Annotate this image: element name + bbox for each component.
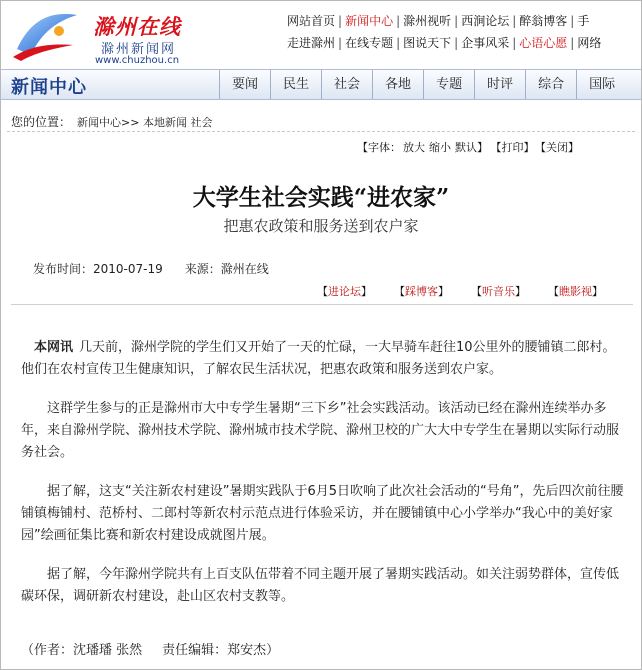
top-nav-mobile[interactable]: 手 xyxy=(577,14,590,28)
article-paragraph: 本网讯 几天前，滁州学院的学生们又开始了一天的忙碌，一大早骑车赶往10公里外的腰铺镇二郎村。他们在农村宣传卫生健康知识，了解农民生活状况，把惠农政策和服务送到农户家。 xyxy=(21,340,616,377)
article-footer xyxy=(21,639,279,658)
top-nav-photos[interactable]: 图说天下 xyxy=(403,36,452,50)
top-nav-enterprise[interactable]: 企事风采 xyxy=(461,36,510,50)
channel-tab-headlines[interactable]: 要闻 xyxy=(219,70,270,99)
channel-tab-topics[interactable]: 专题 xyxy=(423,70,474,99)
channel-title: 新闻中心 xyxy=(11,77,87,98)
top-nav-wishes[interactable]: 心语心愿 xyxy=(519,36,568,50)
site-subtitle: 滁州新闻网 xyxy=(101,42,177,57)
breadcrumb-label: 您的位置： xyxy=(11,115,72,129)
logo-swoosh-icon xyxy=(11,9,83,61)
channel-tab-society[interactable]: 社会 xyxy=(321,70,372,99)
top-nav-row-1: 网站首页 | 新闻中心 | 滁州视听 | 西涧论坛 | 醉翁博客 | 手 xyxy=(287,14,590,28)
link-video[interactable]: 【瞧影视】 xyxy=(548,285,603,298)
breadcrumb xyxy=(11,113,212,130)
top-nav-row-2: 走进滁州 | 在线专题 | 图说天下 | 企事风采 | 心语心愿 | 网络 xyxy=(287,36,602,50)
editor-line: 责任编辑：郑安杰） xyxy=(162,643,280,658)
article-body xyxy=(21,337,627,625)
font-enlarge-link[interactable]: 放大 xyxy=(403,141,425,154)
channel-tab-regions[interactable]: 各地 xyxy=(372,70,423,99)
font-default-link[interactable]: 默认】 xyxy=(455,141,488,154)
site-name: 滁州在线 xyxy=(93,14,181,39)
site-logo[interactable] xyxy=(9,5,199,67)
article-subtitle: 把惠农政策和服务送到农户家 xyxy=(223,217,419,235)
site-header xyxy=(1,1,641,71)
author-line: （作者：沈璠璠 张然 xyxy=(21,643,143,658)
font-size-label: 【字体： xyxy=(357,141,401,154)
top-nav-forum[interactable]: 西涧论坛 xyxy=(461,14,510,28)
site-url: www.chuzhou.cn xyxy=(95,55,180,66)
publish-label: 发布时间： xyxy=(33,262,94,276)
link-blog[interactable]: 【踩博客】 xyxy=(394,285,449,298)
breadcrumb-divider xyxy=(7,131,635,132)
channel-tab-international[interactable]: 国际 xyxy=(576,70,627,99)
font-shrink-link[interactable]: 缩小 xyxy=(429,141,451,154)
top-nav-video[interactable]: 滁州视听 xyxy=(403,14,452,28)
link-music[interactable]: 【听音乐】 xyxy=(471,285,526,298)
top-nav-topics[interactable]: 在线专题 xyxy=(345,36,394,50)
article-tools xyxy=(357,139,579,155)
close-link[interactable]: 【关闭】 xyxy=(540,141,579,154)
channel-tab-commentary[interactable]: 时评 xyxy=(474,70,525,99)
breadcrumb-path[interactable]: 新闻中心>> 本地新闻 社会 xyxy=(77,116,213,129)
lead-source: 本网讯 xyxy=(34,340,74,355)
meta-divider xyxy=(11,304,633,305)
top-nav-news-center[interactable]: 新闻中心 xyxy=(345,14,394,28)
channel-bar xyxy=(1,69,641,100)
channel-nav xyxy=(219,70,627,99)
article-paragraph: 这群学生参与的正是滁州市大中专学生暑期“三下乡”社会实践活动。该活动已经在滁州连续举办多年，来自滁州学院、滁州技术学院、滁州城市技术学院、滁州卫校的广大大中专学生在暑期以实际行动服务社会。 xyxy=(21,401,620,460)
top-nav-home[interactable]: 网站首页 xyxy=(287,14,336,28)
article-meta xyxy=(33,260,269,277)
article-paragraph: 据了解，这支“关注新农村建设”暑期实践队于6月5日吹响了此次社会活动的“号角”，先后四次前往腰铺镇梅铺村、范桥村、二郎村等新农村示范点进行体验采访，并在腰铺镇中心小学举办“我心中的美好家园”绘画征集比赛和新农村建设成就图片展。 xyxy=(21,484,624,543)
channel-tab-general[interactable]: 综合 xyxy=(525,70,576,99)
channel-tab-livelihood[interactable]: 民生 xyxy=(270,70,321,99)
print-link[interactable]: 【打印】 xyxy=(496,141,535,154)
source-value: 滁州在线 xyxy=(220,262,269,276)
top-nav-about-chuzhou[interactable]: 走进滁州 xyxy=(287,36,336,50)
publish-date: 2010-07-19 xyxy=(93,262,163,276)
top-nav-network[interactable]: 网络 xyxy=(577,36,602,50)
article-paragraph: 据了解，今年滁州学院共有上百支队伍带着不同主题开展了暑期实践活动。如关注弱势群体，宣传低碳环保，调研新农村建设，赴山区农村支教等。 xyxy=(21,567,620,604)
top-navigation xyxy=(287,10,642,54)
source-label: 来源： xyxy=(184,262,221,276)
article-title: 大学生社会实践“进农家” xyxy=(192,184,450,211)
top-nav-blog[interactable]: 醉翁博客 xyxy=(519,14,568,28)
related-links xyxy=(317,283,625,299)
link-forum[interactable]: 【进论坛】 xyxy=(317,285,372,298)
